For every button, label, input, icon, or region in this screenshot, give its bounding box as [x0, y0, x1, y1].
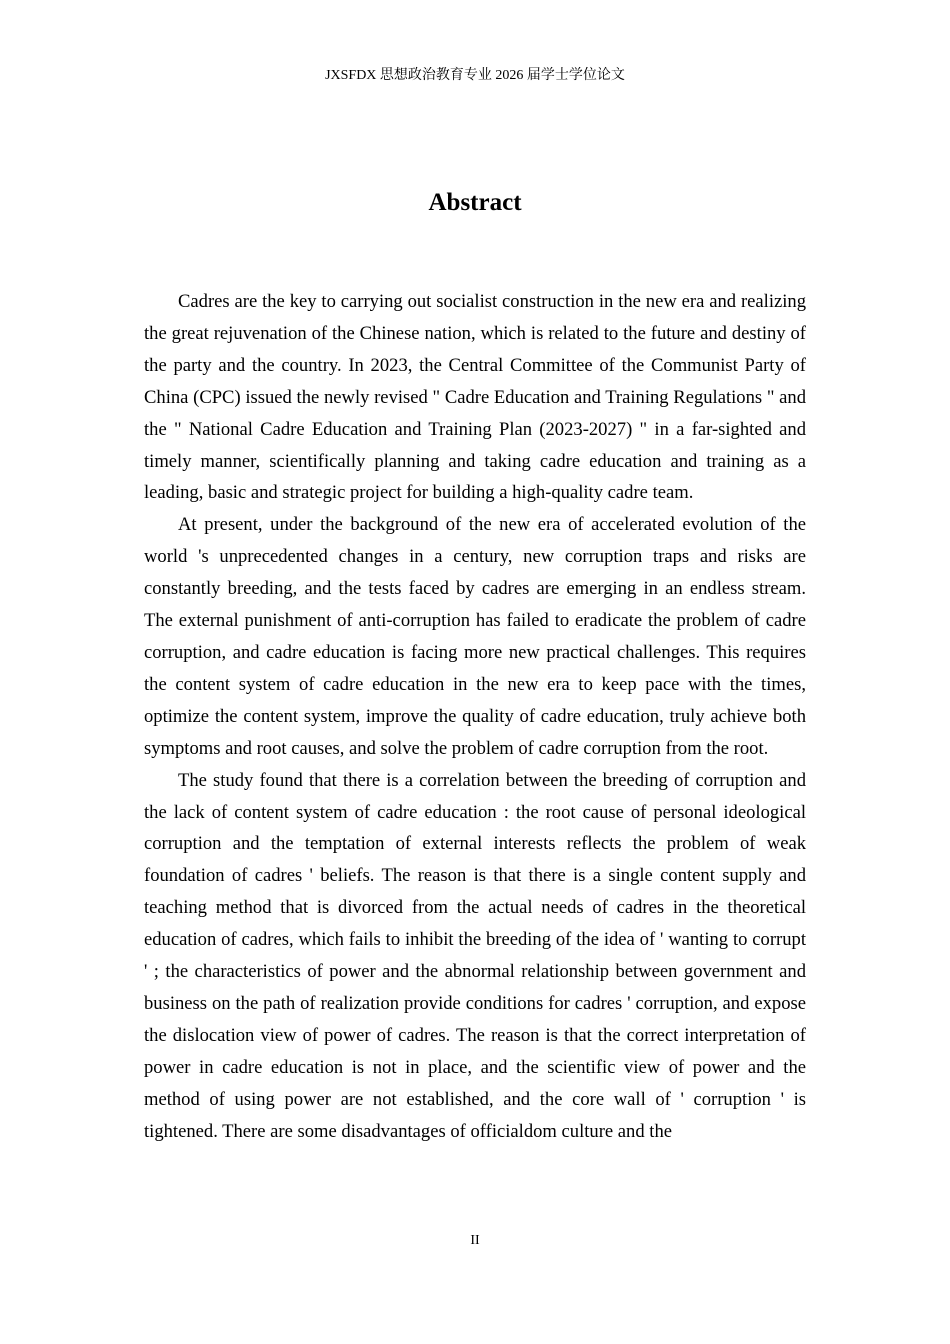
- abstract-paragraph-1: Cadres are the key to carrying out socialist construction in the new era and realizing the great rejuvenation of the Chinese nation, which is related to the future and destiny of the party and the country. In 2023, the Central Committee of the Communist Party of China (CPC) issued the newly revised " Cadre Education and Training Regulations " and the " National Cadre Education and Training Plan (2023-2027) " in a far-sighted and timely manner, scientifically planning and taking cadre education and training as a leading, basic and strategic project for building a high-quality cadre team.: [144, 291, 806, 504]
- abstract-title: Abstract: [428, 189, 522, 216]
- page-number: II: [470, 1233, 480, 1248]
- running-header: JXSFDX 思想政治教育专业 2026 届学士学位论文: [325, 68, 625, 83]
- abstract-paragraph-2: At present, under the background of the new era of accelerated evolution of the world 's unprecedented changes in a century, new corruption traps and risks are constantly breeding, and the tests faced by cadres are emerging in an endless stream. The external punishment of anti-corruption has failed to eradicate the problem of cadre corruption, and cadre education is facing more new practical challenges. This requires the content system of cadre education in the new era to keep pace with the times, optimize the content system, improve the quality of cadre education, truly achieve both symptoms and root causes, and solve the problem of cadre corruption from the root.: [144, 514, 806, 759]
- abstract-body: [144, 286, 806, 1147]
- abstract-paragraph-3: The study found that there is a correlation between the breeding of corruption and the lack of content system of cadre education : the root cause of personal ideological corruption and the temptation of external interests reflects the problem of weak foundation of cadres ' beliefs. The reason is that there is a single content supply and teaching method that is divorced from the actual needs of cadres in the theoretical education of cadres, which fails to inhibit the breeding of the idea of ' wanting to corrupt ' ; the characteristics of power and the abnormal relationship between government and business on the path of realization provide conditions for cadres ' corruption, and expose the dislocation view of power of cadres. The reason is that the correct interpretation of power in cadre education is not in place, and the scientific view of power and the method of using power are not established, and the core wall of ' corruption ' is tightened. There are some disadvantages of officialdom culture and the: [144, 769, 806, 1142]
